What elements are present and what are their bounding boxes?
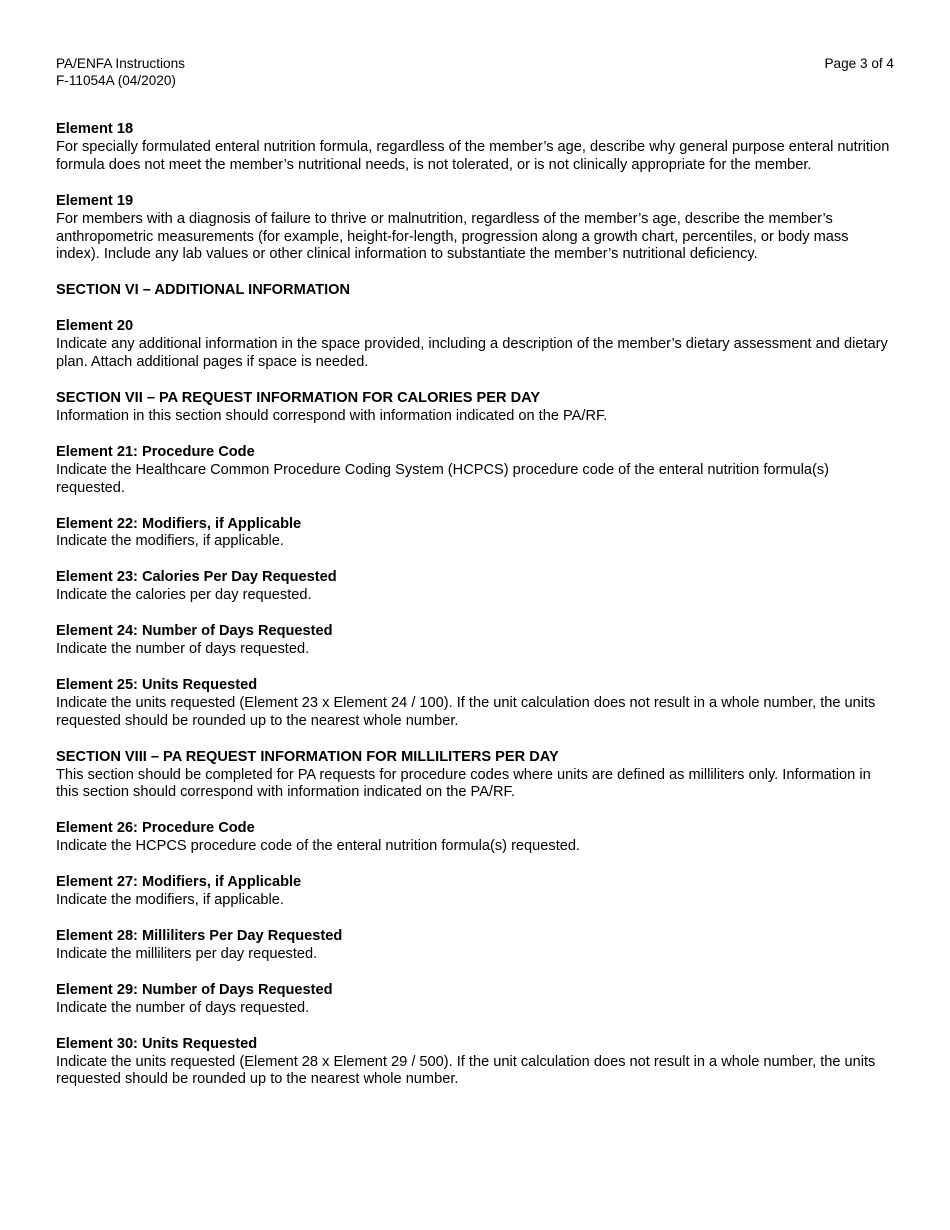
element-29-block (56, 982, 896, 1018)
element-18-heading: Element 18 (56, 121, 134, 137)
element-23-text: Indicate the calories per day requested. (56, 587, 312, 604)
element-18-text: For specially formulated enteral nutrition formula, regardless of the member’s age, describe why general purpose enteral nutrition formula does not meet the member’s nutritional needs, is not tolerated, or is not clinically appropriate for the member. (56, 138, 890, 173)
element-21-text: Indicate the Healthcare Common Procedure Coding System (HCPCS) procedure code of the enteral nutrition formula(s) requested. (56, 461, 830, 496)
form-title: PA/ENFA Instructions (56, 56, 185, 71)
element-19-block (56, 193, 896, 265)
element-19-text: For members with a diagnosis of failure to thrive or malnutrition, regardless of the member’s age, describe the member’s anthropometric measurements (for example, height-for-length, progression along a growth chart, percentiles, or body mass index). Include any lab values or other clinical information to substantiate the member’s nutritional deficiency. (56, 210, 849, 263)
element-20-heading: Element 20 (56, 318, 134, 335)
element-28-block (56, 928, 896, 964)
element-25-heading: Element 25: Units Requested (56, 676, 258, 693)
element-28-heading: Element 28: Milliliters Per Day Requested (56, 928, 343, 944)
element-26-block (56, 820, 896, 856)
element-19-heading: Element 19 (56, 192, 134, 209)
page-number: Page 3 of 4 (824, 56, 894, 71)
section-vi-heading: SECTION VI – ADDITIONAL INFORMATION (56, 282, 351, 299)
element-27-heading: Element 27: Modifiers, if Applicable (56, 874, 302, 891)
element-20-block (56, 318, 896, 372)
element-27-text: Indicate the modifiers, if applicable. (56, 892, 284, 909)
element-22-heading: Element 22: Modifiers, if Applicable (56, 515, 302, 532)
element-26-text: Indicate the HCPCS procedure code of the enteral nutrition formula(s) requested. (56, 838, 581, 855)
element-24-heading: Element 24: Number of Days Requested (56, 623, 333, 640)
element-27-block (56, 874, 896, 910)
element-23-heading: Element 23: Calories Per Day Requested (56, 569, 337, 586)
section-vii-heading: SECTION VII – PA REQUEST INFORMATION FOR CALORIES PER DAY (56, 389, 541, 406)
element-20-text: Indicate any additional information in the space provided, including a description of the member’s dietary assessment and dietary plan. Attach additional pages if space is needed. (56, 336, 888, 371)
page-header (56, 55, 896, 91)
document-body (56, 121, 896, 1089)
form-identifier (56, 55, 185, 89)
element-29-text: Indicate the number of days requested. (56, 999, 310, 1016)
element-22-text: Indicate the modifiers, if applicable. (56, 533, 284, 550)
element-21-heading: Element 21: Procedure Code (56, 443, 255, 460)
element-26-heading: Element 26: Procedure Code (56, 820, 255, 837)
element-30-text: Indicate the units requested (Element 28 x Element 29 / 500). If the unit calculation does not result in a whole number, the units requested should be rounded up to the nearest whole number. (56, 1053, 876, 1088)
document-page (56, 55, 896, 1107)
form-number: F-11054A (04/2020) (56, 73, 176, 88)
section-vi-block (56, 282, 896, 300)
element-25-text: Indicate the units requested (Element 23 x Element 24 / 100). If the unit calculation does not result in a whole number, the units requested should be rounded up to the nearest whole number. (56, 694, 876, 729)
element-28-text: Indicate the milliliters per day requested. (56, 945, 318, 962)
section-viii-heading: SECTION VIII – PA REQUEST INFORMATION FOR MILLILITERS PER DAY (56, 748, 559, 765)
element-30-heading: Element 30: Units Requested (56, 1035, 258, 1052)
section-viii-text: This section should be completed for PA requests for procedure codes where units are defined as milliliters only. Information in this section should correspond with information indicated on the PA/RF. (56, 766, 871, 801)
element-24-block (56, 623, 896, 659)
element-21-block (56, 444, 896, 498)
element-29-heading: Element 29: Number of Days Requested (56, 981, 333, 998)
element-30-block (56, 1036, 896, 1090)
section-vii-text: Information in this section should correspond with information indicated on the PA/RF. (56, 407, 608, 424)
element-25-block (56, 677, 896, 731)
element-24-text: Indicate the number of days requested. (56, 641, 310, 658)
element-22-block (56, 516, 896, 552)
element-18-block (56, 121, 896, 175)
section-viii-block (56, 749, 896, 803)
element-23-block (56, 569, 896, 605)
section-vii-block (56, 390, 896, 426)
